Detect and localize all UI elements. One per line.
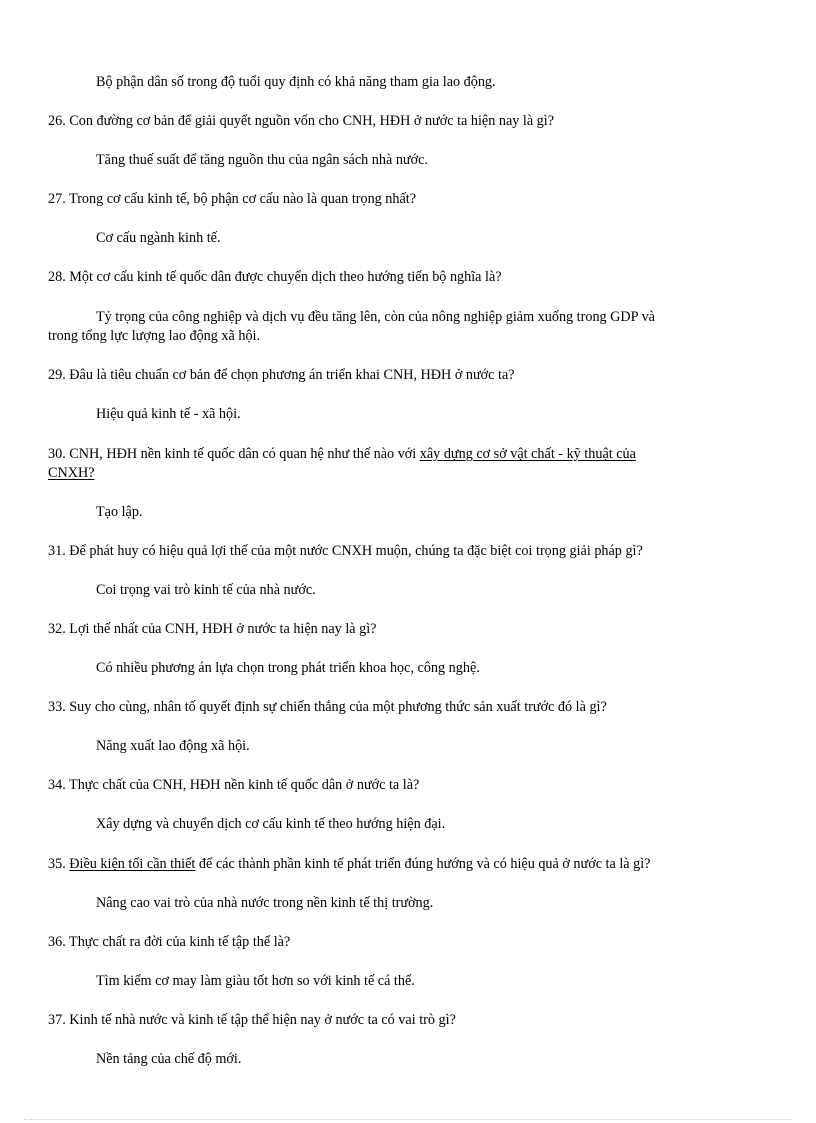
question-number: 31.: [48, 543, 66, 559]
answer-28-line1: Tỷ trọng của công nghiệp và dịch vụ đều tăng lên, còn của nông nghiệp giảm xuống trong GDP và: [96, 309, 655, 325]
question-37: [48, 1011, 456, 1029]
answer-32: Có nhiều phương án lựa chọn trong phát triển khoa học, công nghệ.: [96, 660, 480, 676]
question-number: 27.: [48, 191, 66, 207]
answer-31: Coi trọng vai trò kinh tế của nhà nước.: [96, 582, 316, 598]
question-text: để các thành phần kinh tế phát triển đúng hướng và có hiệu quả ở nước ta là gì?: [198, 856, 651, 872]
question-35: [48, 855, 650, 873]
question-text: Đâu là tiêu chuẩn cơ bản để chọn phương án triển khai CNH, HĐH ở nước ta?: [69, 367, 515, 383]
answer-36: Tìm kiếm cơ may làm giàu tốt hơn so với kinh tế cá thể.: [96, 973, 415, 989]
answer-30: Tạo lập.: [96, 504, 143, 520]
underlined-phrase: Điều kiện tối cần thiết: [69, 856, 196, 872]
question-number: 35.: [48, 856, 66, 872]
page-bottom-divider: [24, 1119, 792, 1120]
question-text: CNH, HĐH nền kinh tế quốc dân có quan hệ như thế nào với: [69, 446, 417, 462]
question-number: 33.: [48, 699, 66, 715]
question-29: [48, 366, 515, 384]
question-27: [48, 190, 416, 208]
answer-34: Xây dựng và chuyển dịch cơ cấu kinh tế theo hướng hiện đại.: [96, 816, 446, 832]
question-text: Trong cơ cấu kinh tế, bộ phận cơ cấu nào là quan trọng nhất?: [69, 191, 417, 207]
underlined-phrase: xây dựng cơ sở vật chất - kỹ thuật của: [419, 446, 636, 462]
answer-29: Hiệu quả kinh tế - xã hội.: [96, 406, 241, 422]
question-number: 28.: [48, 269, 66, 285]
question-34: [48, 776, 419, 794]
question-number: 34.: [48, 777, 66, 793]
question-36: [48, 933, 290, 951]
answer-27: Cơ cấu ngành kinh tế.: [96, 230, 221, 246]
question-text: Một cơ cấu kinh tế quốc dân được chuyển dịch theo hướng tiến bộ nghĩa là?: [69, 269, 502, 285]
answer-26: Tăng thuế suất để tăng nguồn thu của ngân sách nhà nước.: [96, 152, 428, 168]
question-number: 26.: [48, 113, 66, 129]
lead-answer: Bộ phận dân số trong độ tuổi quy định có khả năng tham gia lao động.: [96, 74, 496, 90]
question-text: Lợi thế nhất của CNH, HĐH ở nước ta hiện nay là gì?: [69, 621, 377, 637]
question-text: Suy cho cùng, nhân tố quyết định sự chiến thắng của một phương thức sản xuất trước đó là gì?: [69, 699, 607, 715]
answer-37: Nền tảng của chế độ mới.: [96, 1051, 242, 1067]
question-text: Con đường cơ bản để giải quyết nguồn vốn cho CNH, HĐH ở nước ta hiện nay là gì?: [69, 113, 554, 129]
question-number: 29.: [48, 367, 66, 383]
question-text: Thực chất ra đời của kinh tế tập thể là?: [69, 934, 291, 950]
question-number: 36.: [48, 934, 66, 950]
answer-35: Nâng cao vai trò của nhà nước trong nền kinh tế thị trường.: [96, 895, 434, 911]
question-30: [48, 445, 636, 463]
question-32: [48, 620, 376, 638]
answer-33: Năng xuất lao động xã hội.: [96, 738, 250, 754]
question-31: [48, 542, 643, 560]
question-number: 32.: [48, 621, 66, 637]
question-text: Để phát huy có hiệu quả lợi thế của một nước CNXH muộn, chúng ta đặc biệt coi trọng giải pháp gì?: [69, 543, 643, 559]
question-number: 37.: [48, 1012, 66, 1028]
question-33: [48, 698, 607, 716]
answer-28-line2: trong tổng lực lượng lao động xã hội.: [48, 328, 261, 344]
question-number: 30.: [48, 446, 66, 462]
question-text: Kinh tế nhà nước và kinh tế tập thể hiện nay ở nước ta có vai trò gì?: [69, 1012, 456, 1028]
question-30-line2: [48, 464, 95, 482]
question-text: Thực chất của CNH, HĐH nền kinh tế quốc dân ở nước ta là?: [69, 777, 420, 793]
question-28: [48, 268, 502, 286]
underlined-phrase: CNXH?: [48, 465, 95, 481]
question-26: [48, 112, 554, 130]
